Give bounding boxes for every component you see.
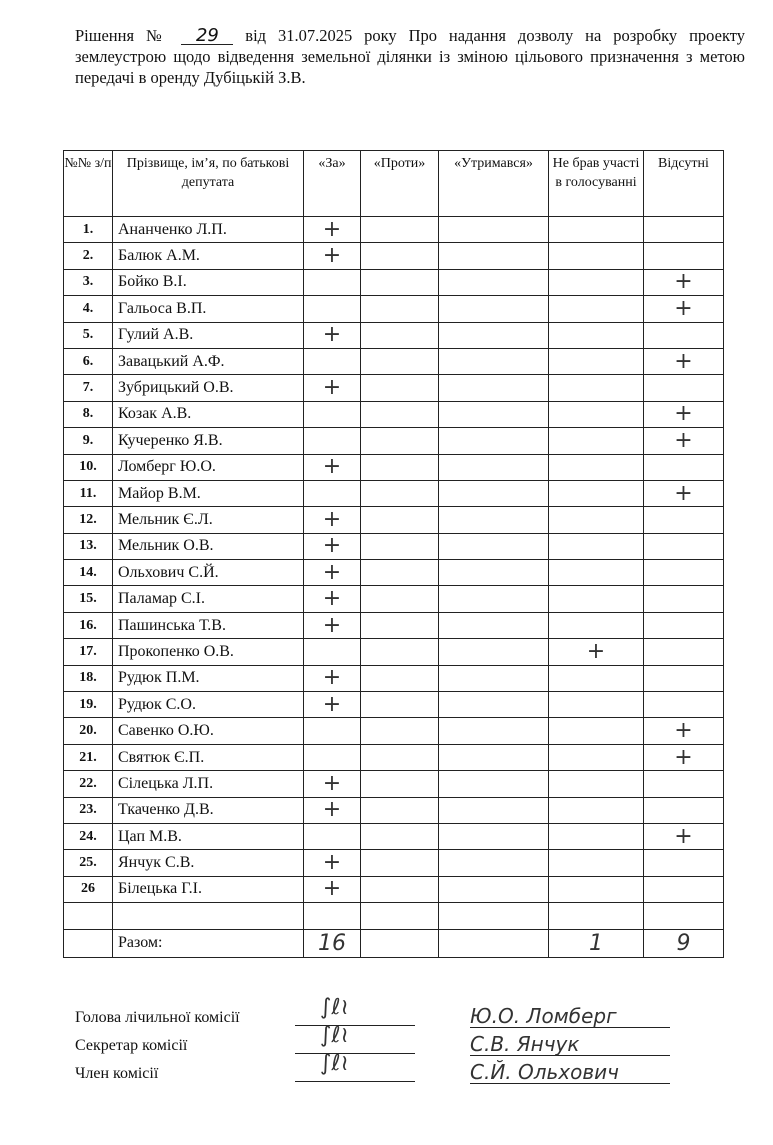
deputy-name: Сілецька Л.П. — [113, 771, 304, 797]
vote-mark-nebrav — [549, 903, 644, 929]
vote-mark-za: + — [304, 507, 361, 533]
table-row — [64, 480, 724, 506]
header-number: №№ з/п — [64, 151, 113, 217]
row-number: 22. — [64, 771, 113, 797]
vote-mark-nebrav — [549, 269, 644, 295]
deputy-name: Святюк Є.П. — [113, 744, 304, 770]
row-number: 11. — [64, 480, 113, 506]
vote-mark-vids — [644, 243, 724, 269]
row-number: 21. — [64, 744, 113, 770]
header-not-voted: Не брав участі в голосуванні — [549, 151, 644, 217]
vote-mark-utr — [439, 612, 549, 638]
table-row — [64, 533, 724, 559]
vote-mark-utr — [439, 533, 549, 559]
vote-mark-za — [304, 428, 361, 454]
table-row — [64, 744, 724, 770]
deputy-name — [113, 903, 304, 929]
vote-mark-vids — [644, 639, 724, 665]
vote-mark-utr — [439, 850, 549, 876]
table-body — [64, 217, 724, 930]
total-absent: 9 — [644, 929, 724, 957]
vote-mark-nebrav — [549, 217, 644, 243]
vote-mark-nebrav — [549, 665, 644, 691]
signature-row — [75, 995, 755, 1033]
vote-mark-vids — [644, 454, 724, 480]
vote-mark-proty — [361, 771, 439, 797]
row-number: 5. — [64, 322, 113, 348]
deputy-name: Савенко О.Ю. — [113, 718, 304, 744]
total-row — [64, 929, 724, 957]
table-row — [64, 586, 724, 612]
vote-mark-za: + — [304, 586, 361, 612]
deputy-name: Пашинська Т.В. — [113, 612, 304, 638]
table-row — [64, 507, 724, 533]
vote-mark-proty — [361, 322, 439, 348]
vote-mark-nebrav — [549, 348, 644, 374]
vote-mark-za — [304, 718, 361, 744]
vote-mark-proty — [361, 612, 439, 638]
vote-mark-nebrav — [549, 454, 644, 480]
vote-mark-vids — [644, 375, 724, 401]
header-abstained: «Утримався» — [439, 151, 549, 217]
header-for: «За» — [304, 151, 361, 217]
table-row — [64, 217, 724, 243]
vote-mark-nebrav — [549, 692, 644, 718]
deputy-name: Цап М.В. — [113, 823, 304, 849]
vote-mark-za: + — [304, 771, 361, 797]
row-number: 4. — [64, 296, 113, 322]
row-number: 2. — [64, 243, 113, 269]
vote-mark-proty — [361, 850, 439, 876]
vote-mark-vids — [644, 876, 724, 902]
vote-mark-nebrav — [549, 296, 644, 322]
row-number: 7. — [64, 375, 113, 401]
vote-mark-proty — [361, 296, 439, 322]
vote-mark-utr — [439, 744, 549, 770]
vote-mark-utr — [439, 375, 549, 401]
vote-mark-nebrav — [549, 612, 644, 638]
table-row — [64, 269, 724, 295]
vote-mark-proty — [361, 454, 439, 480]
table-row — [64, 797, 724, 823]
vote-mark-vids — [644, 322, 724, 348]
signature-line — [295, 1025, 415, 1026]
vote-mark-proty — [361, 428, 439, 454]
vote-mark-za: + — [304, 876, 361, 902]
vote-mark-proty — [361, 375, 439, 401]
deputy-name: Гальоса В.П. — [113, 296, 304, 322]
vote-mark-vids: + — [644, 480, 724, 506]
vote-mark-nebrav — [549, 586, 644, 612]
total-for: 16 — [304, 929, 361, 957]
vote-mark-nebrav — [549, 744, 644, 770]
table-row — [64, 850, 724, 876]
vote-mark-nebrav — [549, 375, 644, 401]
vote-mark-utr — [439, 296, 549, 322]
table-row — [64, 454, 724, 480]
total-not-voted: 1 — [549, 929, 644, 957]
vote-mark-vids — [644, 903, 724, 929]
vote-mark-utr — [439, 823, 549, 849]
table-row — [64, 771, 724, 797]
row-number — [64, 903, 113, 929]
handwritten-signature: ∫ℓ≀ — [320, 1023, 349, 1048]
table-row — [64, 639, 724, 665]
vote-mark-utr — [439, 454, 549, 480]
deputy-name: Ломберг Ю.О. — [113, 454, 304, 480]
vote-mark-utr — [439, 269, 549, 295]
vote-mark-proty — [361, 665, 439, 691]
vote-mark-vids — [644, 771, 724, 797]
vote-mark-nebrav — [549, 480, 644, 506]
vote-mark-nebrav — [549, 428, 644, 454]
row-number: 19. — [64, 692, 113, 718]
vote-mark-za — [304, 903, 361, 929]
vote-mark-proty — [361, 560, 439, 586]
row-number: 17. — [64, 639, 113, 665]
deputy-name: Рудюк П.М. — [113, 665, 304, 691]
vote-mark-za: + — [304, 454, 361, 480]
header-absent: Відсутні — [644, 151, 724, 217]
total-against — [361, 929, 439, 957]
vote-mark-za: + — [304, 243, 361, 269]
decision-subject: від 31.07.2025 року Про надання дозволу на розробку проекту землеустрою щодо відведення земельної ділянки із зміною цільового призначення з метою передачі в оренду Дубіцькій З.В. — [75, 26, 745, 87]
table-row — [64, 348, 724, 374]
vote-mark-nebrav — [549, 876, 644, 902]
vote-mark-proty — [361, 217, 439, 243]
header-name: Прізвище, ім’я, по батькові депутата — [113, 151, 304, 217]
signature-role: Секретар комісії — [75, 1037, 188, 1054]
vote-mark-vids — [644, 217, 724, 243]
deputy-name: Балюк А.М. — [113, 243, 304, 269]
vote-mark-vids: + — [644, 823, 724, 849]
deputy-name: Козак А.В. — [113, 401, 304, 427]
vote-mark-proty — [361, 823, 439, 849]
vote-mark-proty — [361, 243, 439, 269]
vote-mark-za — [304, 348, 361, 374]
deputy-name: Кучеренко Я.В. — [113, 428, 304, 454]
vote-mark-utr — [439, 401, 549, 427]
handwritten-signature: ∫ℓ≀ — [320, 1051, 349, 1076]
vote-mark-nebrav — [549, 401, 644, 427]
deputy-name: Майор В.М. — [113, 480, 304, 506]
table-row — [64, 560, 724, 586]
vote-mark-proty — [361, 797, 439, 823]
vote-mark-utr — [439, 639, 549, 665]
vote-mark-nebrav — [549, 850, 644, 876]
deputy-name: Ткаченко Д.В. — [113, 797, 304, 823]
vote-mark-vids: + — [644, 428, 724, 454]
deputy-name: Мельник О.В. — [113, 533, 304, 559]
table-row — [64, 322, 724, 348]
vote-mark-utr — [439, 876, 549, 902]
vote-mark-za: + — [304, 797, 361, 823]
deputy-name: Завацький А.Ф. — [113, 348, 304, 374]
vote-mark-proty — [361, 718, 439, 744]
signature-row — [75, 1023, 755, 1061]
vote-mark-za: + — [304, 217, 361, 243]
row-number: 15. — [64, 586, 113, 612]
vote-mark-vids — [644, 692, 724, 718]
vote-mark-utr — [439, 507, 549, 533]
table-row — [64, 428, 724, 454]
vote-mark-utr — [439, 718, 549, 744]
table-row — [64, 692, 724, 718]
deputy-name: Мельник Є.Л. — [113, 507, 304, 533]
vote-mark-vids — [644, 850, 724, 876]
row-number: 25. — [64, 850, 113, 876]
vote-mark-nebrav — [549, 718, 644, 744]
vote-mark-proty — [361, 507, 439, 533]
signature-line — [295, 1053, 415, 1054]
vote-mark-utr — [439, 348, 549, 374]
row-number: 24. — [64, 823, 113, 849]
deputy-name: Зубрицький О.В. — [113, 375, 304, 401]
vote-mark-proty — [361, 903, 439, 929]
deputy-name: Ольхович С.Й. — [113, 560, 304, 586]
row-number: 8. — [64, 401, 113, 427]
vote-mark-vids: + — [644, 744, 724, 770]
table-row — [64, 903, 724, 929]
vote-mark-za — [304, 296, 361, 322]
vote-mark-vids: + — [644, 348, 724, 374]
row-number: 20. — [64, 718, 113, 744]
signatory-name: Ю.О. Ломберг — [470, 1005, 670, 1028]
signatory-name: С.В. Янчук — [470, 1033, 670, 1056]
vote-mark-za — [304, 480, 361, 506]
deputy-name: Прокопенко О.В. — [113, 639, 304, 665]
table-row — [64, 401, 724, 427]
row-number: 16. — [64, 612, 113, 638]
total-label: Разом: — [113, 929, 304, 957]
total-abstained — [439, 929, 549, 957]
vote-mark-nebrav — [549, 243, 644, 269]
vote-mark-vids — [644, 665, 724, 691]
row-number: 12. — [64, 507, 113, 533]
header-against: «Проти» — [361, 151, 439, 217]
vote-mark-vids — [644, 797, 724, 823]
table-row — [64, 375, 724, 401]
table-header-row — [64, 151, 724, 217]
vote-mark-proty — [361, 744, 439, 770]
vote-mark-vids — [644, 507, 724, 533]
vote-mark-vids: + — [644, 401, 724, 427]
vote-mark-nebrav — [549, 797, 644, 823]
table-row — [64, 876, 724, 902]
vote-mark-nebrav — [549, 322, 644, 348]
vote-mark-utr — [439, 428, 549, 454]
deputy-name: Білецька Г.І. — [113, 876, 304, 902]
signature-line — [295, 1081, 415, 1082]
vote-mark-za: + — [304, 375, 361, 401]
row-number: 26 — [64, 876, 113, 902]
vote-mark-vids: + — [644, 718, 724, 744]
table-row — [64, 665, 724, 691]
vote-mark-proty — [361, 692, 439, 718]
deputy-name: Бойко В.І. — [113, 269, 304, 295]
vote-mark-za — [304, 401, 361, 427]
vote-mark-za — [304, 823, 361, 849]
vote-mark-nebrav: + — [549, 639, 644, 665]
table-row — [64, 296, 724, 322]
vote-mark-nebrav — [549, 533, 644, 559]
vote-mark-za: + — [304, 612, 361, 638]
deputy-name: Ананченко Л.П. — [113, 217, 304, 243]
vote-mark-za: + — [304, 533, 361, 559]
vote-mark-za: + — [304, 692, 361, 718]
vote-mark-proty — [361, 533, 439, 559]
row-number: 23. — [64, 797, 113, 823]
vote-mark-nebrav — [549, 560, 644, 586]
deputy-name: Гулий А.В. — [113, 322, 304, 348]
vote-mark-proty — [361, 401, 439, 427]
vote-mark-utr — [439, 217, 549, 243]
deputy-name: Паламар С.І. — [113, 586, 304, 612]
vote-mark-proty — [361, 586, 439, 612]
vote-mark-nebrav — [549, 507, 644, 533]
decision-number: 29 — [181, 28, 233, 45]
table-row — [64, 823, 724, 849]
vote-mark-vids — [644, 612, 724, 638]
row-number: 10. — [64, 454, 113, 480]
vote-mark-utr — [439, 692, 549, 718]
vote-mark-utr — [439, 322, 549, 348]
vote-mark-utr — [439, 797, 549, 823]
signatures — [75, 995, 755, 1089]
vote-mark-za — [304, 269, 361, 295]
vote-mark-utr — [439, 665, 549, 691]
vote-mark-vids — [644, 533, 724, 559]
signatory-name: С.Й. Ольхович — [470, 1061, 670, 1084]
vote-mark-vids — [644, 586, 724, 612]
vote-mark-za: + — [304, 850, 361, 876]
row-number: 13. — [64, 533, 113, 559]
vote-mark-proty — [361, 480, 439, 506]
row-number: 18. — [64, 665, 113, 691]
decision-prefix: Рішення № — [75, 26, 170, 45]
vote-mark-za: + — [304, 322, 361, 348]
table-row — [64, 243, 724, 269]
row-number: 14. — [64, 560, 113, 586]
deputy-name: Рудюк С.О. — [113, 692, 304, 718]
signature-row — [75, 1051, 755, 1089]
table-row — [64, 612, 724, 638]
vote-mark-utr — [439, 771, 549, 797]
vote-mark-za — [304, 744, 361, 770]
vote-mark-vids — [644, 560, 724, 586]
vote-mark-utr — [439, 903, 549, 929]
row-number: 1. — [64, 217, 113, 243]
vote-mark-proty — [361, 269, 439, 295]
vote-mark-utr — [439, 560, 549, 586]
decision-title — [75, 25, 745, 88]
signature-role: Член комісії — [75, 1065, 159, 1082]
vote-mark-vids: + — [644, 269, 724, 295]
vote-mark-proty — [361, 639, 439, 665]
vote-mark-vids: + — [644, 296, 724, 322]
vote-mark-za: + — [304, 560, 361, 586]
voting-table — [63, 150, 724, 958]
table-row — [64, 718, 724, 744]
row-number: 9. — [64, 428, 113, 454]
vote-mark-za — [304, 639, 361, 665]
vote-mark-nebrav — [549, 823, 644, 849]
vote-mark-proty — [361, 348, 439, 374]
vote-mark-za: + — [304, 665, 361, 691]
vote-mark-proty — [361, 876, 439, 902]
signature-role: Голова лічильної комісії — [75, 1009, 240, 1026]
deputy-name: Янчук С.В. — [113, 850, 304, 876]
row-number: 3. — [64, 269, 113, 295]
row-number: 6. — [64, 348, 113, 374]
vote-mark-utr — [439, 586, 549, 612]
vote-mark-nebrav — [549, 771, 644, 797]
handwritten-signature: ∫ℓ≀ — [320, 995, 349, 1020]
vote-mark-utr — [439, 480, 549, 506]
vote-mark-utr — [439, 243, 549, 269]
